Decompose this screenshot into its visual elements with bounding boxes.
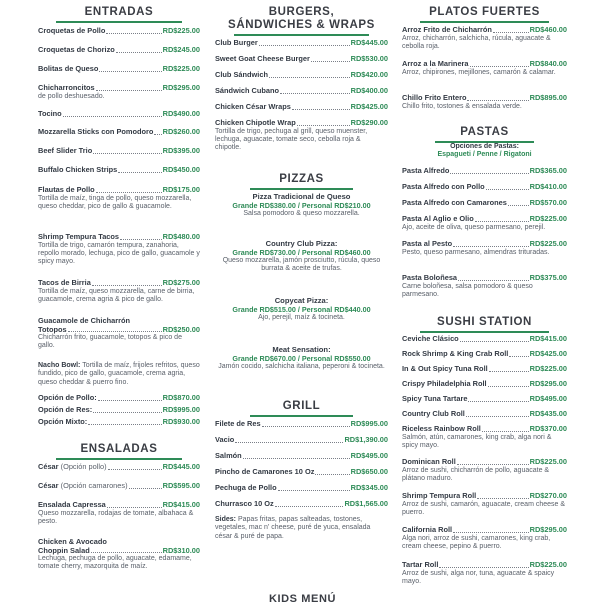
menu-item: Tartar Roll RD$225.00 Arroz de sushi, alga nor, tuna, aguacate & spaicy mayo.	[402, 560, 567, 585]
menu-item: Chicken César Wraps RD$425.00	[215, 102, 388, 111]
section-title: PASTAS	[460, 126, 509, 138]
menu-item: Sándwich Cubano RD$400.00	[215, 86, 388, 95]
grill-section	[215, 400, 388, 417]
section-divider	[56, 458, 182, 460]
menu-item: Chicharroncitos RD$295.00 de pollo deshuesado.	[38, 83, 200, 100]
item-description: Lechuga, pechuga de pollo, aguacate, edamame, tomate cherry, mazorquita de maíz.	[38, 555, 192, 571]
pizza-item: Meat Sensation: Grande RD$670.00 / Personal RD$550.00 Jamón cocido, salchicha italiana, peperoni & tocineta.	[218, 345, 385, 370]
section-divider	[250, 415, 354, 417]
menu-item: Guacamole de Chicharrón Totopos RD$250.00 Chicharrón frito, guacamole, totopos & pico de gallo.	[38, 316, 200, 350]
section-title-line2: SÁNDWICHES & WRAPS	[228, 19, 375, 31]
menu-item: Chicken & Avocado Choppin Salad RD$310.00 Lechuga, pechuga de pollo, aguacate, edamame, tomate cherry, mazorquita de maíz.	[38, 537, 200, 571]
menu-item: Vacio RD$1,390.00	[215, 435, 388, 444]
menu-item: California Roll RD$295.00 Alga nori, arroz de sushi, camarones, king crab, cream cheese, pepino & puerro.	[402, 525, 567, 550]
menu-item: Bolitas de Queso RD$225.00	[38, 64, 200, 73]
ensaladas-section	[38, 443, 200, 460]
menu-item: Opción de Pollo: RD$870.00	[38, 393, 200, 402]
menu-item: Dominican Roll RD$225.00 Arroz de sushi, chicharrón de pollo, aguacate & plátano maduro.	[402, 457, 567, 482]
section-title: SUSHI STATION	[437, 316, 532, 328]
section-title: ENSALADAS	[80, 443, 158, 455]
section-title: PIZZAS	[279, 173, 324, 185]
menu-item: Croquetas de Chorizo RD$245.00	[38, 45, 200, 54]
menu-item: Arroz a la Marinera RD$840.00 Arroz, chipirones, mejillones, camarón & calamar.	[402, 59, 567, 76]
entradas-section	[38, 6, 200, 23]
menu-item: Chillo Frito Entero RD$895.00 Chillo frito, tostones & ensalada verde.	[402, 93, 567, 110]
menu-item: Shrimp Tempura Tacos RD$480.00 Tortilla de trigo, camarón tempura, zanahoria, repollo morado, lechuga, pico de gallo, guacamole y spicy mayo.	[38, 232, 200, 266]
menu-item: Mozzarella Sticks con Pomodoro RD$260.00	[38, 127, 200, 136]
menu-item: Arroz Frito de Chicharrón RD$460.00 Arroz, chicharrón, salchicha, rúcula, aguacate & cebolla roja.	[402, 25, 567, 50]
menu-item: Pasta Boloñesa RD$375.00 Carne boloñesa, salsa pomodoro & queso parmesano.	[402, 273, 567, 298]
menu-item: Buffalo Chicken Strips RD$450.00	[38, 165, 200, 174]
section-title: GRILL	[282, 400, 321, 412]
menu-item: Pasta Alfredo RD$365.00	[402, 166, 567, 175]
menu-item: Nacho Bowl: Tortilla de maíz, frijoles refritos, queso fundido, pico de gallo, guacamole, crema agria, queso cheddar & puerro fino.	[38, 362, 200, 386]
burgers-section	[215, 6, 388, 36]
menu-item: In & Out Spicy Tuna Roll RD$225.00	[402, 364, 567, 373]
menu-item: Beef Slider Trio RD$395.00	[38, 146, 200, 155]
section-divider	[420, 21, 549, 23]
menu-item: César (Opción pollo) RD$445.00	[38, 462, 200, 471]
section-divider	[420, 331, 549, 333]
section-title: PLATOS FUERTES	[429, 6, 540, 18]
menu-item: Churrasco 10 Oz RD$1,565.00	[215, 499, 388, 508]
item-description: Queso mozzarella, rodajas de tomate, albahaca & pesto.	[38, 509, 194, 525]
menu-item: Opción de Res: RD$995.00	[38, 405, 200, 414]
menu-item: César (Opción camarones) RD$595.00	[38, 481, 200, 490]
pizzas-section	[215, 173, 388, 190]
menu-item: Opción Mixto: RD$930.00	[38, 417, 200, 426]
menu-item: Pasta al Pesto RD$225.00 Pesto, queso parmesano, almendras trituradas.	[402, 239, 567, 256]
section-divider	[250, 188, 354, 190]
menu-item: Crispy Philadelphia Roll RD$295.00	[402, 379, 567, 388]
menu-item: Shrimp Tempura Roll RD$270.00 Arroz de sushi, camarón, aguacate, cream cheese & puerro.	[402, 491, 567, 516]
menu-item: Tacos de Birria RD$275.00 Tortilla de maíz, queso mozzarella, carne de birria, guacamole, crema agria & pico de gallo.	[38, 278, 200, 303]
menu-item: Club Sándwich RD$420.00	[215, 70, 388, 79]
menu-item: Riceless Rainbow Roll RD$370.00 Salmón, atún, camarones, king crab, alga nori & spicy mayo.	[402, 424, 567, 449]
menu-item: Flautas de Pollo RD$175.00 Tortilla de maíz, tinga de pollo, queso mozzarella, queso cheddar, pico de gallo & guacamole.	[38, 185, 200, 210]
menu-item: Club Burger RD$445.00	[215, 38, 388, 47]
item-description: Chicharrón frito, guacamole, totopos & pico de gallo.	[38, 334, 182, 350]
section-title: ENTRADAS	[84, 6, 154, 18]
platos-fuertes-section	[402, 6, 567, 23]
menu-item: Ceviche Clásico RD$415.00	[402, 334, 567, 343]
pizza-item: Copycat Pizza: Grande RD$515.00 / Personal RD$440.00 Ajo, perejil, maíz & tocineta.	[232, 296, 371, 321]
pizza-item: Pizza Tradicional de Queso Grande RD$380.00 / Personal RD$210.00 Salsa pomodoro & queso mozzarella.	[232, 192, 371, 217]
section-title: BURGERS,	[268, 6, 335, 18]
menu-item: Country Club Roll RD$435.00	[402, 409, 567, 418]
menu-item: Pasta Al Aglio e Olio RD$225.00 Ajo, aceite de oliva, queso parmesano, perejil.	[402, 214, 567, 231]
item-description: Tortilla de trigo, pechuga al grill, queso muenster, lechuga, aguacate, tomate seco, cebolla roja & chipotle.	[215, 127, 368, 152]
section-divider	[56, 21, 182, 23]
menu-item: Croquetas de Pollo RD$225.00	[38, 26, 200, 35]
menu-item: Spicy Tuna Tartare RD$495.00	[402, 394, 567, 403]
grill-sides: Sides: Papas fritas, papas salteadas, tostones, vegetales, mac n' cheese, puré de yuca, ensalada césar & puré de papa.	[215, 516, 371, 540]
item-description: de pollo deshuesado.	[38, 92, 105, 100]
kids-menu-title: KIDS MENÚ	[268, 593, 337, 605]
menu-item: Chicken Chipotle Wrap RD$290.00 Tortilla de trigo, pechuga al grill, queso muenster, lechuga, aguacate, tomate seco, cebolla roja & chipotle.	[215, 118, 388, 152]
menu-item: Pasta Alfredo con Pollo RD$410.00	[402, 182, 567, 191]
pastas-section	[402, 126, 567, 143]
menu-item: Rock Shrimp & King Crab Roll RD$425.00	[402, 349, 567, 358]
item-description: Tortilla de maíz, queso mozzarella, carne de birria, guacamole, crema agria & pico de gallo.	[38, 287, 195, 303]
menu-item: Filete de Res RD$995.00	[215, 419, 388, 428]
sushi-section	[402, 316, 567, 333]
section-divider	[234, 34, 369, 36]
item-description: Tortilla de trigo, camarón tempura, zanahoria, repollo morado, lechuga, pico de gallo, guacamole y spicy mayo.	[38, 241, 200, 266]
menu-item: Ensalada Capressa RD$415.00 Queso mozzarella, rodajas de tomate, albahaca & pesto.	[38, 500, 200, 525]
item-description: Tortilla de maíz, tinga de pollo, queso mozzarella, queso cheddar, pico de gallo & guacamole.	[38, 194, 192, 210]
menu-item: Tocino RD$490.00	[38, 109, 200, 118]
menu-item: Sweet Goat Cheese Burger RD$530.00	[215, 54, 388, 63]
menu-item: Pasta Alfredo con Camarones RD$570.00	[402, 198, 567, 207]
menu-item: Pechuga de Pollo RD$345.00	[215, 483, 388, 492]
pasta-options: Opciones de Pastas: Espagueti / Penne / Rigatoni	[437, 143, 532, 159]
menu-item: Pincho de Camarones 10 Oz RD$650.00	[215, 467, 388, 476]
pizza-item: Country Club Pizza: Grande RD$730.00 / Personal RD$460.00 Queso mozzarella, jamón prosciutto, rúcula, queso burrata & aceite de trufas.	[222, 239, 381, 273]
menu-item: Salmón RD$495.00	[215, 451, 388, 460]
